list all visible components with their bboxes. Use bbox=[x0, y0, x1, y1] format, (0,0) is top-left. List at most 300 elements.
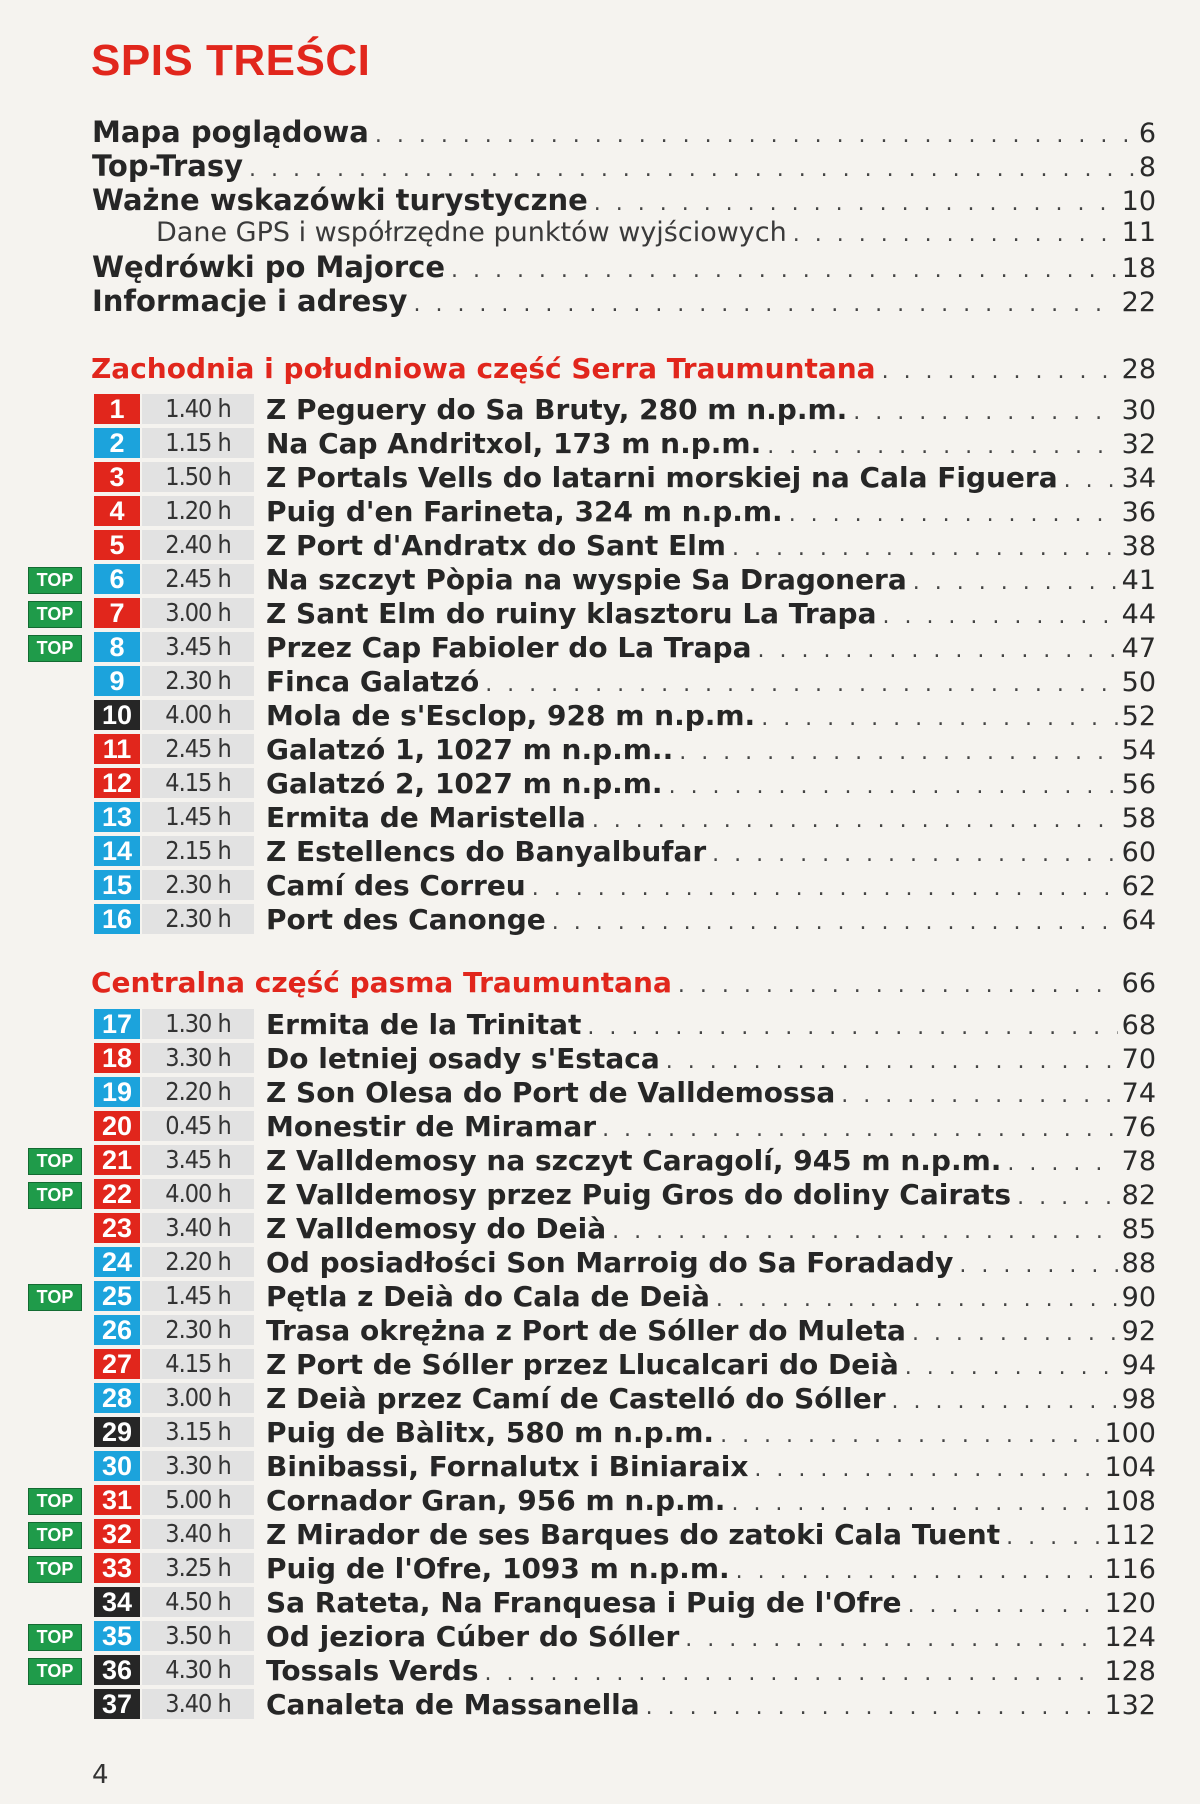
leader-dots bbox=[375, 125, 1135, 147]
route-duration: 3.40 h bbox=[142, 1689, 254, 1719]
route-row[interactable] bbox=[0, 1654, 1200, 1687]
leader-dots bbox=[592, 810, 1118, 832]
leader-dots bbox=[908, 1595, 1101, 1617]
route-page: 98 bbox=[1121, 1384, 1156, 1415]
route-page: 92 bbox=[1121, 1316, 1156, 1347]
route-page: 70 bbox=[1121, 1044, 1156, 1075]
toc-entry-page: 22 bbox=[1121, 287, 1156, 318]
route-duration: 2.40 h bbox=[142, 530, 254, 560]
route-entry bbox=[266, 427, 1156, 460]
route-page: 47 bbox=[1121, 633, 1156, 664]
toc-entry-label: Top-Trasy bbox=[92, 149, 244, 183]
route-duration: 1.20 h bbox=[142, 496, 254, 526]
route-number-badge: 14 bbox=[94, 836, 140, 866]
route-page: 68 bbox=[1121, 1010, 1156, 1041]
leader-dots bbox=[959, 1255, 1117, 1277]
route-page: 62 bbox=[1121, 871, 1156, 902]
route-number-badge: 1 bbox=[94, 394, 140, 424]
route-entry bbox=[266, 733, 1156, 766]
route-duration: 4.30 h bbox=[142, 1655, 254, 1685]
route-title: Trasa okrężna z Port de Sóller do Muleta bbox=[266, 1314, 906, 1347]
route-title: Z Deià przez Camí de Castelló do Sóller bbox=[266, 1382, 886, 1415]
route-entry bbox=[266, 529, 1156, 562]
route-page: 52 bbox=[1121, 701, 1156, 732]
route-page: 104 bbox=[1104, 1452, 1156, 1483]
route-row[interactable] bbox=[0, 733, 1200, 766]
leader-dots bbox=[678, 975, 1118, 997]
route-entry bbox=[266, 1314, 1156, 1347]
route-duration: 1.45 h bbox=[142, 1281, 254, 1311]
toc-entry[interactable] bbox=[156, 217, 1156, 251]
route-entry bbox=[266, 393, 1156, 426]
route-row[interactable] bbox=[0, 1688, 1200, 1721]
route-page: 108 bbox=[1104, 1486, 1156, 1517]
route-page: 112 bbox=[1104, 1520, 1156, 1551]
leader-dots bbox=[451, 260, 1118, 282]
route-page: 32 bbox=[1121, 429, 1156, 460]
route-title: Od jeziora Cúber do Sóller bbox=[266, 1620, 680, 1653]
route-row[interactable] bbox=[0, 1518, 1200, 1551]
leader-dots bbox=[532, 878, 1118, 900]
route-number-badge: 4 bbox=[94, 496, 140, 526]
toc-entry-page: 10 bbox=[1121, 186, 1156, 217]
route-number-badge: 10 bbox=[94, 700, 140, 730]
route-entry bbox=[266, 699, 1156, 732]
route-number-badge: 36 bbox=[94, 1655, 140, 1685]
route-duration: 3.30 h bbox=[142, 1043, 254, 1073]
route-page: 54 bbox=[1121, 735, 1156, 766]
route-title: Ermita de la Trinitat bbox=[266, 1008, 582, 1041]
toc-entry-label: Mapa poglądowa bbox=[92, 115, 369, 149]
route-title: Monestir de Miramar bbox=[266, 1110, 597, 1143]
route-number-badge: 24 bbox=[94, 1247, 140, 1277]
route-number-badge: 20 bbox=[94, 1111, 140, 1141]
route-entry bbox=[266, 1688, 1156, 1721]
route-number-badge: 19 bbox=[94, 1077, 140, 1107]
route-page: 100 bbox=[1104, 1418, 1156, 1449]
route-entry bbox=[266, 1348, 1156, 1381]
route-number-badge: 17 bbox=[94, 1009, 140, 1039]
route-number-badge: 32 bbox=[94, 1519, 140, 1549]
route-duration: 4.00 h bbox=[142, 1179, 254, 1209]
route-duration: 2.30 h bbox=[142, 870, 254, 900]
route-number-badge: 9 bbox=[94, 666, 140, 696]
top-route-badge: TOP bbox=[28, 1148, 82, 1175]
route-duration: 3.15 h bbox=[142, 1417, 254, 1447]
route-duration: 0.45 h bbox=[142, 1111, 254, 1141]
route-entry bbox=[266, 1076, 1156, 1109]
route-duration: 4.15 h bbox=[142, 1349, 254, 1379]
route-duration: 3.40 h bbox=[142, 1519, 254, 1549]
route-number-badge: 23 bbox=[94, 1213, 140, 1243]
leader-dots bbox=[767, 436, 1117, 458]
leader-dots bbox=[905, 1357, 1118, 1379]
route-entry bbox=[266, 1008, 1156, 1041]
route-row[interactable] bbox=[0, 1280, 1200, 1313]
route-entry bbox=[266, 869, 1156, 902]
route-row[interactable] bbox=[0, 1552, 1200, 1585]
route-row[interactable] bbox=[0, 801, 1200, 834]
route-entry bbox=[266, 665, 1156, 698]
route-title: Z Valldemosy przez Puig Gros do doliny Cairats bbox=[266, 1178, 1012, 1211]
route-row[interactable] bbox=[0, 835, 1200, 868]
route-page: 90 bbox=[1121, 1282, 1156, 1313]
route-entry bbox=[266, 461, 1156, 494]
route-duration: 1.40 h bbox=[142, 394, 254, 424]
route-title: Camí des Correu bbox=[266, 869, 526, 902]
route-entry bbox=[266, 1212, 1156, 1245]
route-row[interactable] bbox=[0, 903, 1200, 936]
route-number-badge: 15 bbox=[94, 870, 140, 900]
route-row[interactable] bbox=[0, 1008, 1200, 1041]
route-title: Przez Cap Fabioler do La Trapa bbox=[266, 631, 752, 664]
leader-dots bbox=[731, 1493, 1100, 1515]
route-duration: 3.00 h bbox=[142, 598, 254, 628]
route-number-badge: 25 bbox=[94, 1281, 140, 1311]
leader-dots bbox=[882, 606, 1117, 628]
toc-entry-label: Informacje i adresy bbox=[92, 284, 408, 318]
route-number-badge: 29 bbox=[94, 1417, 140, 1447]
route-number-badge: 30 bbox=[94, 1451, 140, 1481]
route-title: Z Port de Sóller przez Llucalcari do Deià bbox=[266, 1348, 899, 1381]
route-number-badge: 12 bbox=[94, 768, 140, 798]
route-title: Na Cap Andritxol, 173 m n.p.m. bbox=[266, 427, 762, 460]
route-title: Z Sant Elm do ruiny klasztoru La Trapa bbox=[266, 597, 877, 630]
route-row[interactable] bbox=[0, 767, 1200, 800]
route-duration: 4.15 h bbox=[142, 768, 254, 798]
route-duration: 1.15 h bbox=[142, 428, 254, 458]
route-row[interactable] bbox=[0, 427, 1200, 460]
route-title: Od posiadłości Son Marroig do Sa Foradady bbox=[266, 1246, 954, 1279]
route-title: Mola de s'Esclop, 928 m n.p.m. bbox=[266, 699, 756, 732]
leader-dots bbox=[720, 1425, 1100, 1447]
leader-dots bbox=[602, 1119, 1118, 1141]
route-number-badge: 28 bbox=[94, 1383, 140, 1413]
top-route-badge: TOP bbox=[28, 1284, 82, 1311]
route-duration: 1.50 h bbox=[142, 462, 254, 492]
toc-entry[interactable] bbox=[92, 284, 1156, 318]
route-page: 50 bbox=[1121, 667, 1156, 698]
route-row[interactable] bbox=[0, 1178, 1200, 1211]
route-entry bbox=[266, 1654, 1156, 1687]
route-title: Z Son Olesa do Port de Valldemossa bbox=[266, 1076, 836, 1109]
route-page: 94 bbox=[1121, 1350, 1156, 1381]
toc-entry[interactable] bbox=[92, 183, 1156, 217]
route-number-badge: 6 bbox=[94, 564, 140, 594]
route-row[interactable] bbox=[0, 529, 1200, 562]
leader-dots bbox=[413, 294, 1117, 316]
toc-entry-label: Wędrówki po Majorce bbox=[92, 250, 445, 284]
route-page: 58 bbox=[1121, 803, 1156, 834]
toc-entry-page: 18 bbox=[1121, 253, 1156, 284]
route-number-badge: 34 bbox=[94, 1587, 140, 1617]
route-duration: 3.45 h bbox=[142, 632, 254, 662]
route-number-badge: 3 bbox=[94, 462, 140, 492]
leader-dots bbox=[485, 674, 1117, 696]
leader-dots bbox=[552, 912, 1118, 934]
route-row[interactable] bbox=[0, 1110, 1200, 1143]
route-row[interactable] bbox=[0, 1416, 1200, 1449]
leader-dots bbox=[249, 159, 1135, 181]
leader-dots bbox=[612, 1221, 1117, 1243]
route-duration: 3.25 h bbox=[142, 1553, 254, 1583]
route-duration: 1.30 h bbox=[142, 1009, 254, 1039]
route-row[interactable] bbox=[0, 1382, 1200, 1415]
route-duration: 3.50 h bbox=[142, 1621, 254, 1651]
route-title: Pętla z Deià do Cala de Deià bbox=[266, 1280, 710, 1313]
route-entry bbox=[266, 1552, 1156, 1585]
toc-entry-page: 6 bbox=[1138, 118, 1156, 149]
route-entry bbox=[266, 1246, 1156, 1279]
route-page: 85 bbox=[1121, 1214, 1156, 1245]
route-number-badge: 22 bbox=[94, 1179, 140, 1209]
leader-dots bbox=[882, 361, 1118, 383]
top-route-badge: TOP bbox=[28, 1624, 82, 1651]
top-route-badge: TOP bbox=[28, 1522, 82, 1549]
route-title: Finca Galatzó bbox=[266, 665, 480, 698]
route-title: Galatzó 1, 1027 m n.p.m.. bbox=[266, 733, 674, 766]
route-page: 120 bbox=[1104, 1588, 1156, 1619]
section-page: 28 bbox=[1121, 354, 1156, 385]
route-row[interactable] bbox=[0, 869, 1200, 902]
route-title: Z Portals Vells do latarni morskiej na Cala Figuera bbox=[266, 461, 1058, 494]
route-title: Z Estellencs do Banyalbufar bbox=[266, 835, 707, 868]
route-number-badge: 35 bbox=[94, 1621, 140, 1651]
route-row[interactable] bbox=[0, 597, 1200, 630]
route-row[interactable] bbox=[0, 461, 1200, 494]
leader-dots bbox=[913, 572, 1118, 594]
toc-entry-page: 8 bbox=[1138, 152, 1156, 183]
route-duration: 1.45 h bbox=[142, 802, 254, 832]
route-row[interactable] bbox=[0, 1076, 1200, 1109]
route-page: 128 bbox=[1104, 1656, 1156, 1687]
route-entry bbox=[266, 1280, 1156, 1313]
section-title: Centralna część pasma Traumuntana bbox=[91, 966, 672, 999]
route-number-badge: 7 bbox=[94, 598, 140, 628]
route-row[interactable] bbox=[0, 1620, 1200, 1653]
route-number-badge: 31 bbox=[94, 1485, 140, 1515]
route-row[interactable] bbox=[0, 1348, 1200, 1381]
leader-dots bbox=[685, 1629, 1100, 1651]
route-title: Z Valldemosy do Deià bbox=[266, 1212, 607, 1245]
toc-entry-label: Ważne wskazówki turystyczne bbox=[92, 183, 588, 217]
route-entry bbox=[266, 1144, 1156, 1177]
route-row[interactable] bbox=[0, 563, 1200, 596]
route-duration: 3.30 h bbox=[142, 1451, 254, 1481]
leader-dots bbox=[754, 1459, 1100, 1481]
route-title: Puig d'en Farineta, 324 m n.p.m. bbox=[266, 495, 783, 528]
route-title: Puig de Bàlitx, 580 m n.p.m. bbox=[266, 1416, 715, 1449]
top-route-badge: TOP bbox=[28, 1488, 82, 1515]
toc-entry[interactable] bbox=[92, 149, 1156, 183]
route-page: 64 bbox=[1121, 905, 1156, 936]
route-entry bbox=[266, 1484, 1156, 1517]
route-duration: 2.30 h bbox=[142, 1315, 254, 1345]
route-title: Ermita de Maristella bbox=[266, 801, 586, 834]
route-number-badge: 26 bbox=[94, 1315, 140, 1345]
route-page: 38 bbox=[1121, 531, 1156, 562]
leader-dots bbox=[485, 1663, 1101, 1685]
leader-dots bbox=[666, 1051, 1118, 1073]
route-number-badge: 33 bbox=[94, 1553, 140, 1583]
section-heading[interactable] bbox=[91, 352, 1156, 386]
route-entry bbox=[266, 597, 1156, 630]
route-entry bbox=[266, 1416, 1156, 1449]
route-title: Na szczyt Pòpia na wyspie Sa Dragonera bbox=[266, 563, 907, 596]
route-page: 30 bbox=[1121, 395, 1156, 426]
route-number-badge: 16 bbox=[94, 904, 140, 934]
toc-entry[interactable] bbox=[92, 115, 1156, 149]
route-page: 82 bbox=[1121, 1180, 1156, 1211]
route-duration: 2.45 h bbox=[142, 734, 254, 764]
toc-entry[interactable] bbox=[92, 250, 1156, 284]
route-entry bbox=[266, 495, 1156, 528]
route-page: 78 bbox=[1121, 1146, 1156, 1177]
route-number-badge: 37 bbox=[94, 1689, 140, 1719]
route-title: Canaleta de Massanella bbox=[266, 1688, 640, 1721]
route-duration: 3.00 h bbox=[142, 1383, 254, 1413]
leader-dots bbox=[669, 776, 1118, 798]
route-entry bbox=[266, 835, 1156, 868]
leader-dots bbox=[853, 402, 1117, 424]
route-title: Z Valldemosy na szczyt Caragolí, 945 m n.p.m. bbox=[266, 1144, 1002, 1177]
top-route-badge: TOP bbox=[28, 635, 82, 662]
leader-dots bbox=[716, 1289, 1118, 1311]
leader-dots bbox=[912, 1323, 1118, 1345]
top-route-badge: TOP bbox=[28, 567, 82, 594]
route-entry bbox=[266, 767, 1156, 800]
route-duration: 2.20 h bbox=[142, 1247, 254, 1277]
leader-dots bbox=[892, 1391, 1118, 1413]
route-entry bbox=[266, 631, 1156, 664]
route-duration: 4.50 h bbox=[142, 1587, 254, 1617]
route-title: Port des Canonge bbox=[266, 903, 546, 936]
route-page: 132 bbox=[1104, 1690, 1156, 1721]
route-row[interactable] bbox=[0, 1314, 1200, 1347]
route-page: 41 bbox=[1121, 565, 1156, 596]
route-title: Binibassi, Fornalutx i Biniaraix bbox=[266, 1450, 749, 1483]
leader-dots bbox=[594, 193, 1118, 215]
route-number-badge: 8 bbox=[94, 632, 140, 662]
section-heading[interactable] bbox=[91, 966, 1156, 1000]
leader-dots bbox=[1006, 1527, 1100, 1549]
route-entry bbox=[266, 1382, 1156, 1415]
route-number-badge: 5 bbox=[94, 530, 140, 560]
route-title: Z Mirador de ses Barques do zatoki Cala Tuent bbox=[266, 1518, 1001, 1551]
leader-dots bbox=[1007, 1153, 1117, 1175]
route-duration: 2.20 h bbox=[142, 1077, 254, 1107]
leader-dots bbox=[761, 708, 1117, 730]
route-page: 44 bbox=[1121, 599, 1156, 630]
route-page: 60 bbox=[1121, 837, 1156, 868]
route-title: Sa Rateta, Na Franquesa i Puig de l'Ofre bbox=[266, 1586, 902, 1619]
route-entry bbox=[266, 1042, 1156, 1075]
section-title: Zachodnia i południowa część Serra Traumuntana bbox=[91, 352, 876, 385]
route-duration: 2.45 h bbox=[142, 564, 254, 594]
route-number-badge: 21 bbox=[94, 1145, 140, 1175]
route-row[interactable] bbox=[0, 665, 1200, 698]
route-page: 36 bbox=[1121, 497, 1156, 528]
route-number-badge: 18 bbox=[94, 1043, 140, 1073]
route-row[interactable] bbox=[0, 1586, 1200, 1619]
route-page: 124 bbox=[1104, 1622, 1156, 1653]
route-entry bbox=[266, 1518, 1156, 1551]
route-row[interactable] bbox=[0, 1484, 1200, 1517]
route-title: Do letniej osady s'Estaca bbox=[266, 1042, 660, 1075]
route-title: Puig de l'Ofre, 1093 m n.p.m. bbox=[266, 1552, 730, 1585]
route-entry bbox=[266, 1586, 1156, 1619]
route-page: 34 bbox=[1121, 463, 1156, 494]
section-page: 66 bbox=[1121, 968, 1156, 999]
top-route-badge: TOP bbox=[28, 1658, 82, 1685]
toc-entry-page: 11 bbox=[1121, 217, 1156, 248]
route-title: Z Peguery do Sa Bruty, 280 m n.p.m. bbox=[266, 393, 848, 426]
route-row[interactable] bbox=[0, 393, 1200, 426]
leader-dots bbox=[587, 1017, 1117, 1039]
leader-dots bbox=[736, 1561, 1101, 1583]
route-entry bbox=[266, 801, 1156, 834]
leader-dots bbox=[793, 224, 1118, 246]
route-entry bbox=[266, 1110, 1156, 1143]
route-number-badge: 2 bbox=[94, 428, 140, 458]
leader-dots bbox=[646, 1697, 1101, 1719]
page-number: 4 bbox=[92, 1760, 109, 1790]
route-duration: 2.30 h bbox=[142, 666, 254, 696]
leader-dots bbox=[757, 640, 1117, 662]
route-row[interactable] bbox=[0, 495, 1200, 528]
leader-dots bbox=[1064, 470, 1118, 492]
route-duration: 4.00 h bbox=[142, 700, 254, 730]
route-title: Tossals Verds bbox=[266, 1654, 479, 1687]
route-entry bbox=[266, 903, 1156, 936]
route-row[interactable] bbox=[0, 631, 1200, 664]
leader-dots bbox=[1017, 1187, 1118, 1209]
leader-dots bbox=[679, 742, 1117, 764]
route-page: 116 bbox=[1104, 1554, 1156, 1585]
route-duration: 3.40 h bbox=[142, 1213, 254, 1243]
leader-dots bbox=[789, 504, 1118, 526]
top-route-badge: TOP bbox=[28, 601, 82, 628]
route-duration: 2.30 h bbox=[142, 904, 254, 934]
route-title: Galatzó 2, 1027 m n.p.m. bbox=[266, 767, 663, 800]
route-row[interactable] bbox=[0, 1144, 1200, 1177]
route-entry bbox=[266, 563, 1156, 596]
route-title: Cornador Gran, 956 m n.p.m. bbox=[266, 1484, 726, 1517]
page-title: SPIS TREŚCI bbox=[91, 36, 371, 85]
route-number-badge: 13 bbox=[94, 802, 140, 832]
leader-dots bbox=[712, 844, 1117, 866]
route-row[interactable] bbox=[0, 1450, 1200, 1483]
route-number-badge: 27 bbox=[94, 1349, 140, 1379]
route-entry bbox=[266, 1620, 1156, 1653]
top-route-badge: TOP bbox=[28, 1556, 82, 1583]
route-row[interactable] bbox=[0, 699, 1200, 732]
route-page: 76 bbox=[1121, 1112, 1156, 1143]
route-row[interactable] bbox=[0, 1212, 1200, 1245]
top-route-badge: TOP bbox=[28, 1182, 82, 1209]
route-page: 88 bbox=[1121, 1248, 1156, 1279]
route-row[interactable] bbox=[0, 1246, 1200, 1279]
route-page: 74 bbox=[1121, 1078, 1156, 1109]
route-duration: 3.45 h bbox=[142, 1145, 254, 1175]
route-duration: 2.15 h bbox=[142, 836, 254, 866]
route-entry bbox=[266, 1178, 1156, 1211]
route-page: 56 bbox=[1121, 769, 1156, 800]
route-entry bbox=[266, 1450, 1156, 1483]
route-title: Z Port d'Andratx do Sant Elm bbox=[266, 529, 726, 562]
route-row[interactable] bbox=[0, 1042, 1200, 1075]
leader-dots bbox=[841, 1085, 1117, 1107]
